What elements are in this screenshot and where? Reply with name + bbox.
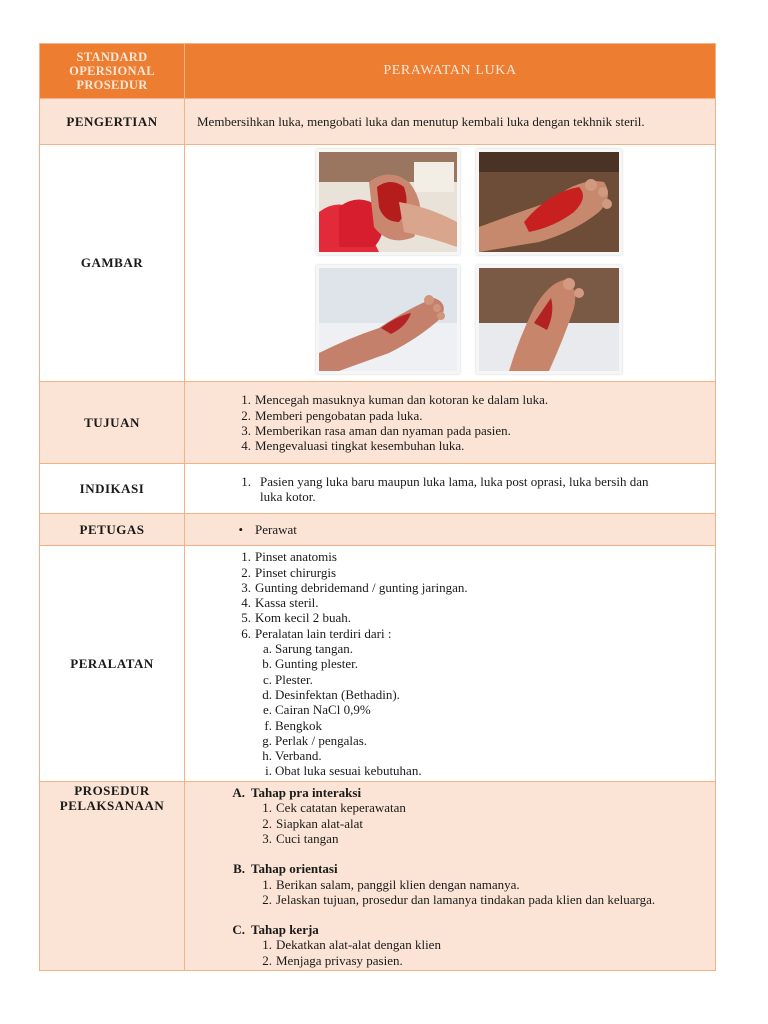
header-label-line: OPERSIONAL <box>69 64 155 78</box>
list-item <box>252 687 715 702</box>
header-label-line: STANDARD <box>76 50 148 64</box>
list-number: 1. <box>262 937 272 953</box>
wound-photo <box>476 149 622 255</box>
list-item <box>252 702 715 717</box>
list-letter: f. <box>264 717 272 733</box>
list-text: Obat luka sesuai kebutuhan. <box>275 763 422 779</box>
list-item <box>252 641 715 656</box>
list-text: Kassa steril. <box>255 595 319 611</box>
list-item <box>231 522 715 537</box>
bullet-icon: • <box>238 522 243 538</box>
row-gambar <box>40 145 716 382</box>
list-number: 1. <box>262 800 272 816</box>
prosedur-label-line: PELAKSANAAN <box>59 798 165 814</box>
list-letter: i. <box>265 763 272 779</box>
list-text: luka kotor. <box>260 489 316 504</box>
list-text: Cairan NaCl 0,9% <box>275 702 371 718</box>
list-item <box>231 438 715 453</box>
list-number: 3. <box>262 830 272 846</box>
list-number: 3. <box>241 579 251 595</box>
list-text: Gunting plester. <box>275 656 359 672</box>
list-text: Jelaskan tujuan, prosedur dan lamanya tindakan pada klien dan keluarga. <box>276 891 656 907</box>
section-title: Tahap pra interaksi <box>251 785 362 801</box>
list-number: 1. <box>241 473 251 489</box>
list-text: Plester. <box>275 671 313 687</box>
list-text: Perlak / pengalas. <box>275 732 368 748</box>
prosedur-content <box>185 782 716 971</box>
list-text: Kom kecil 2 buah. <box>255 610 352 626</box>
wound-photo <box>476 265 622 374</box>
sop-header-label <box>40 44 185 99</box>
tujuan-label: TUJUAN <box>40 382 185 464</box>
list-item <box>231 392 715 407</box>
list-item <box>252 953 715 968</box>
wound-photo-grid <box>185 145 715 381</box>
list-text: Memberikan rasa aman dan nyaman pada pasien. <box>255 423 511 438</box>
pengertian-label: PENGERTIAN <box>40 99 185 145</box>
list-number: 2. <box>262 952 272 968</box>
row-indikasi <box>40 464 716 514</box>
peralatan-list <box>185 546 716 782</box>
list-letter: d. <box>262 686 272 702</box>
list-letter: h. <box>262 748 272 764</box>
section-heading <box>227 922 715 937</box>
gambar-photos-cell <box>185 145 716 382</box>
wound-photo <box>316 149 460 255</box>
section-heading <box>227 861 715 876</box>
list-text: Pinset chirurgis <box>255 564 337 580</box>
list-letter: a. <box>262 641 272 657</box>
header-label-line: PROSEDUR <box>76 78 148 92</box>
list-number: 2. <box>241 564 251 580</box>
section-heading <box>227 785 715 800</box>
row-peralatan <box>40 546 716 782</box>
list-number: 1. <box>241 549 251 565</box>
sop-header-row <box>40 44 716 99</box>
list-number: 4. <box>241 595 251 611</box>
list-item <box>231 626 715 641</box>
sop-table <box>39 43 716 971</box>
list-number: 4. <box>241 438 251 454</box>
list-text: Pinset anatomis <box>255 549 337 565</box>
section-steps <box>252 800 715 846</box>
peralatan-sublist <box>252 641 715 779</box>
list-item <box>252 892 715 907</box>
list-number: 3. <box>241 423 251 438</box>
indikasi-list <box>185 464 716 514</box>
list-text: Berikan salam, panggil klien dengan namanya. <box>276 876 520 892</box>
petugas-label: PETUGAS <box>40 514 185 546</box>
list-letter: g. <box>262 732 272 748</box>
list-number: 2. <box>262 815 272 831</box>
gambar-label: GAMBAR <box>40 145 185 382</box>
section-title: Tahap orientasi <box>251 861 338 877</box>
list-text: Siapkan alat-alat <box>276 815 363 831</box>
section-letter: B. <box>233 861 245 877</box>
section-steps <box>252 937 715 968</box>
row-petugas <box>40 514 716 546</box>
prosedur-label <box>40 782 185 971</box>
list-item <box>231 610 715 625</box>
list-text: Menjaga privasy pasien. <box>276 952 403 968</box>
list-item <box>252 816 715 831</box>
list-number: 2. <box>262 891 272 907</box>
list-text: Gunting debridemand / gunting jaringan. <box>255 579 468 595</box>
list-item <box>252 656 715 671</box>
list-number: 1. <box>262 876 272 892</box>
list-number: 2. <box>241 407 251 423</box>
list-text: Perawat <box>255 522 297 538</box>
list-item <box>231 565 715 580</box>
list-letter: e. <box>262 702 272 718</box>
list-item <box>252 748 715 763</box>
list-letter: c. <box>262 671 272 687</box>
list-item <box>252 831 715 846</box>
list-item <box>252 877 715 892</box>
list-item <box>231 474 715 505</box>
tujuan-list <box>185 382 716 464</box>
row-prosedur <box>40 782 716 971</box>
list-text: Peralatan lain terdiri dari : <box>255 625 392 641</box>
list-item <box>252 718 715 733</box>
section-letter: C. <box>232 922 245 938</box>
section-letter: A. <box>232 785 245 801</box>
wound-photo <box>316 265 460 374</box>
list-text: Desinfektan (Bethadin). <box>275 686 400 702</box>
peralatan-label: PERALATAN <box>40 546 185 782</box>
row-pengertian <box>40 99 716 145</box>
list-text: Dekatkan alat-alat dengan klien <box>276 937 441 953</box>
list-number: 5. <box>241 610 251 626</box>
list-item <box>231 549 715 564</box>
list-item <box>252 733 715 748</box>
list-item <box>231 423 715 438</box>
list-item <box>252 672 715 687</box>
list-item <box>231 580 715 595</box>
list-item <box>252 800 715 815</box>
list-text: Sarung tangan. <box>275 641 353 657</box>
list-text: Cuci tangan <box>276 830 339 846</box>
row-tujuan <box>40 382 716 464</box>
document-title: PERAWATAN LUKA <box>185 44 716 99</box>
prosedur-label-line: PROSEDUR <box>74 783 150 798</box>
section-title: Tahap kerja <box>251 922 319 938</box>
list-text: Verband. <box>275 748 322 764</box>
list-text: Cek catatan keperawatan <box>276 800 406 816</box>
list-number: 6. <box>241 625 251 641</box>
list-number: 1. <box>241 392 251 408</box>
list-text: Pasien yang luka baru maupun luka lama, luka post oprasi, luka bersih dan <box>260 473 649 489</box>
list-item <box>231 408 715 423</box>
list-text: Memberi pengobatan pada luka. <box>255 407 423 423</box>
list-text: Mengevaluasi tingkat kesembuhan luka. <box>255 438 465 454</box>
section-steps <box>252 877 715 908</box>
list-letter: b. <box>262 656 272 672</box>
indikasi-label: INDIKASI <box>40 464 185 514</box>
list-item <box>231 595 715 610</box>
list-text: Mencegah masuknya kuman dan kotoran ke dalam luka. <box>255 392 549 408</box>
list-item <box>252 763 715 778</box>
pengertian-text: Membersihkan luka, mengobati luka dan menutup kembali luka dengan tekhnik steril. <box>185 99 716 145</box>
list-item <box>252 937 715 952</box>
petugas-list <box>185 514 716 546</box>
list-text: Bengkok <box>275 717 322 733</box>
